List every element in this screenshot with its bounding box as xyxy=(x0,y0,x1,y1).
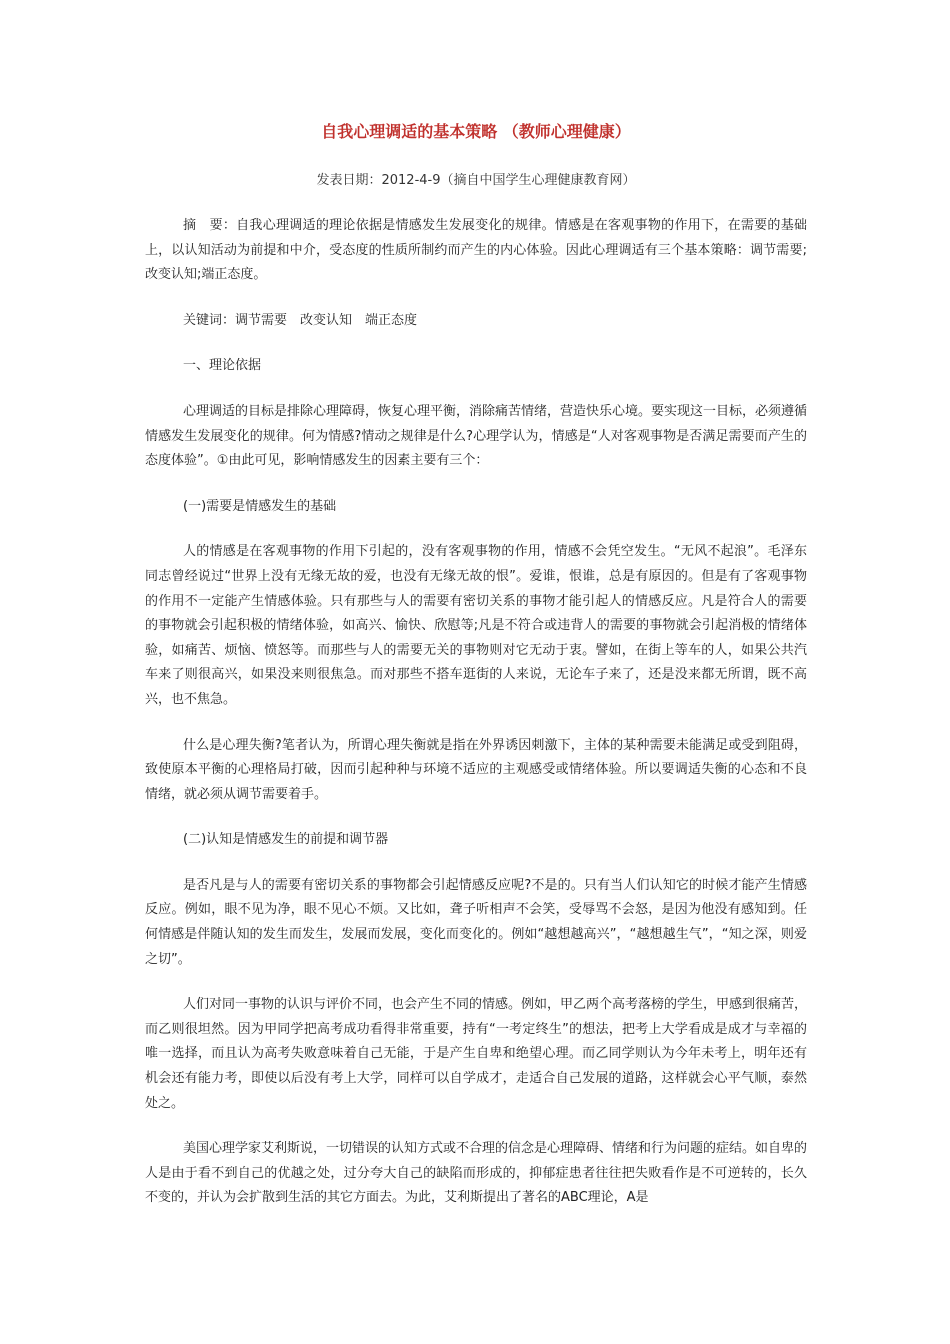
article-title: 自我心理调适的基本策略 （教师心理健康） xyxy=(321,122,631,141)
body-paragraph: 人的情感是在客观事物的作用下引起的，没有客观事物的作用，情感不会凭空发生。“无风不起浪”。毛泽东同志曾经说过“世界上没有无缘无故的爱，也没有无缘无故的恨”。爱谁，恨谁，总是有原因的。但是有了客观事物的作用不一定能产生情感体验。只有那些与人的需要有密切关系的事物才能引起人的情感反应。凡是符合人的需要的事物就会引起积极的情绪体验，如高兴、愉快、欣慰等;凡是不符合或违背人的需要的事物就会引起消极的情绪体验，如痛苦、烦恼、愤怒等。而那些与人的需要无关的事物则对它无动于衷。譬如，在街上等车的人，如果公共汽车来了则很高兴，如果没来则很焦急。而对那些不搭车逛街的人来说，无论车子来了，还是没来都无所谓，既不高兴，也不焦急。 xyxy=(145,544,807,707)
publish-date-line: 发表日期：2012-4-9（摘自中国学生心理健康教育网） xyxy=(316,173,636,188)
body-paragraph: 是否凡是与人的需要有密切关系的事物都会引起情感反应呢?不是的。只有当人们认知它的时候才能产生情感反应。例如，眼不见为净，眼不见心不烦。又比如，聋子听相声不会笑，受辱骂不会怒，是因为他没有感知到。任何情感是伴随认知的发生而发生，发展而发展，变化而变化的。例如“越想越高兴”，“越想越生气”，“知之深，则爱之切”。 xyxy=(145,877,807,967)
document-page xyxy=(145,118,807,1232)
body-paragraph: 什么是心理失衡?笔者认为，所谓心理失衡就是指在外界诱因刺激下，主体的某种需要未能满足或受到阻碍，致使原本平衡的心理格局打破，因而引起种种与环境不适应的主观感受或情绪体验。所以要调适失衡的心态和不良情绪，就必须从调节需要着手。 xyxy=(145,737,807,802)
section-heading-theory: 一、理论依据 xyxy=(183,358,262,374)
abstract-paragraph: 摘 要：自我心理调适的理论依据是情感发生发展变化的规律。情感是在客观事物的作用下，在需要的基础上，以认知活动为前提和中介，受态度的性质所制约而产生的内心体验。因此心理调适有三个基本策略：调节需要;改变认知;端正态度。 xyxy=(145,218,807,283)
body-paragraph: 心理调适的目标是排除心理障碍，恢复心理平衡，消除痛苦情绪，营造快乐心境。要实现这一目标，必须遵循情感发生发展变化的规律。何为情感?情动之规律是什么?心理学认为，情感是“人对客观事物是否满足需要而产生的态度体验”。①由此可见，影响情感发生的因素主要有三个： xyxy=(145,403,808,469)
subsection-heading-cognition: (二)认知是情感发生的前提和调节器 xyxy=(183,832,389,848)
keywords-line: 关键词：调节需要 改变认知 端正态度 xyxy=(183,312,418,328)
body-paragraph: 美国心理学家艾利斯说，一切错误的认知方式或不合理的信念是心理障碍、情绪和行为问题的症结。如自卑的人是由于看不到自己的优越之处，过分夸大自己的缺陷而形成的，抑郁症患者往往把失败看作是不可逆转的，长久不变的，并认为会扩散到生活的其它方面去。为此，艾利斯提出了著名的ABC理论，A是 xyxy=(145,1141,808,1206)
subsection-heading-needs: (一)需要是情感发生的基础 xyxy=(183,498,337,514)
body-paragraph: 人们对同一事物的认识与评价不同，也会产生不同的情感。例如，甲乙两个高考落榜的学生，甲感到很痛苦，而乙则很坦然。因为甲同学把高考成功看得非常重要，持有“一考定终生”的想法，把考上大学看成是成才与幸福的唯一选择，而且认为高考失败意味着自己无能，于是产生自卑和绝望心理。而乙同学则认为今年未考上，明年还有机会还有能力考，即使以后没有考上大学，同样可以自学成才，走适合自己发展的道路，这样就会心平气顺，泰然处之。 xyxy=(145,997,808,1111)
